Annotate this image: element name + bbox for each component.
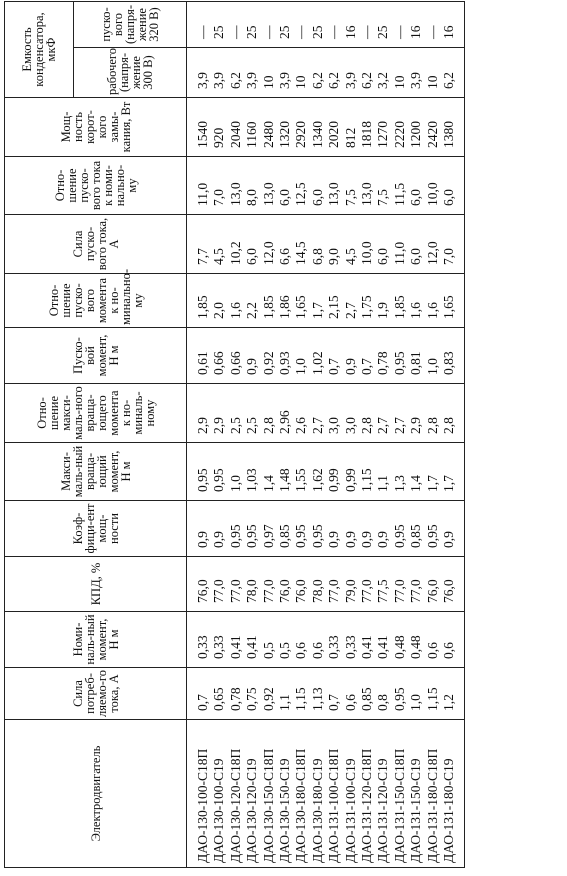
cell-current: 1,2 xyxy=(441,668,464,720)
header-starting-current: Сила пуско-вого тока, А xyxy=(5,215,187,274)
cell-efficiency: 76,0 xyxy=(277,557,293,612)
cell-starting-current: 6,8 xyxy=(310,215,326,274)
cell-starting-moment-ratio: 1,86 xyxy=(277,274,293,328)
cell-starting-current-ratio: 7,0 xyxy=(211,157,227,215)
header-starting-capacitor: пуско-вого (напря-жение 320 В) xyxy=(74,2,187,48)
cell-max-moment: 1,4 xyxy=(408,443,424,501)
cell-starting-capacitor: — xyxy=(187,2,212,48)
header-capacitor-group: Емкость конденсатора, мкФ xyxy=(5,2,74,98)
cell-short-circuit-power: 1200 xyxy=(408,98,424,157)
cell-starting-current: 4,5 xyxy=(211,215,227,274)
cell-motor: ДАО-130-120-С18П xyxy=(228,720,244,868)
table-row xyxy=(277,2,293,868)
cell-starting-current: 6,0 xyxy=(244,215,260,274)
cell-starting-current-ratio: 6,0 xyxy=(408,157,424,215)
cell-efficiency: 77,0 xyxy=(326,557,342,612)
cell-efficiency: 77,0 xyxy=(392,557,408,612)
table-row xyxy=(228,2,244,868)
cell-current: 0,85 xyxy=(359,668,375,720)
cell-working-capacitor: 6,2 xyxy=(326,48,342,98)
cell-nominal-moment: 0,41 xyxy=(228,612,244,668)
cell-max-moment-ratio: 2,7 xyxy=(310,384,326,443)
cell-starting-moment: 0,7 xyxy=(326,328,342,384)
cell-efficiency: 76,0 xyxy=(293,557,309,612)
cell-starting-moment-ratio: 1,65 xyxy=(293,274,309,328)
cell-motor: ДАО-131-120-С18П xyxy=(359,720,375,868)
cell-starting-capacitor: — xyxy=(425,2,441,48)
header-max-moment-ratio: Отно-шение макси-маль-ного враща-ющего момента к но-миналь-ному xyxy=(5,384,187,443)
cell-starting-capacitor: 25 xyxy=(211,2,227,48)
cell-max-moment-ratio: 2,8 xyxy=(261,384,277,443)
cell-short-circuit-power: 1160 xyxy=(244,98,260,157)
cell-power-factor: 0,9 xyxy=(343,501,359,557)
cell-starting-moment-ratio: 2,2 xyxy=(244,274,260,328)
cell-starting-moment-ratio: 1,85 xyxy=(261,274,277,328)
cell-short-circuit-power: 2020 xyxy=(326,98,342,157)
cell-short-circuit-power: 1340 xyxy=(310,98,326,157)
cell-starting-capacitor: — xyxy=(326,2,342,48)
cell-nominal-moment: 0,33 xyxy=(326,612,342,668)
cell-efficiency: 78,0 xyxy=(310,557,326,612)
cell-power-factor: 0,85 xyxy=(408,501,424,557)
cell-max-moment: 1,62 xyxy=(310,443,326,501)
cell-starting-capacitor: 16 xyxy=(343,2,359,48)
cell-efficiency: 78,0 xyxy=(244,557,260,612)
cell-max-moment-ratio: 2,7 xyxy=(375,384,391,443)
cell-power-factor: 0,9 xyxy=(441,501,464,557)
cell-starting-current: 11,0 xyxy=(392,215,408,274)
header-motor: Электродвигатель xyxy=(5,720,187,868)
cell-max-moment: 1,1 xyxy=(375,443,391,501)
cell-efficiency: 77,0 xyxy=(408,557,424,612)
cell-starting-moment-ratio: 2,15 xyxy=(326,274,342,328)
cell-power-factor: 0,9 xyxy=(211,501,227,557)
cell-power-factor: 0,97 xyxy=(261,501,277,557)
cell-power-factor: 0,95 xyxy=(392,501,408,557)
cell-motor: ДАО-131-180-С19 xyxy=(441,720,464,868)
cell-starting-current-ratio: 13,0 xyxy=(359,157,375,215)
cell-starting-capacitor: 25 xyxy=(277,2,293,48)
cell-motor: ДАО-131-150-С18П xyxy=(392,720,408,868)
cell-working-capacitor: 3,9 xyxy=(408,48,424,98)
cell-starting-capacitor: 25 xyxy=(244,2,260,48)
table-row xyxy=(392,2,408,868)
header-nominal-moment: Номи-наль-ный момент, Н м xyxy=(5,612,187,668)
cell-working-capacitor: 3,9 xyxy=(211,48,227,98)
cell-nominal-moment: 0,5 xyxy=(277,612,293,668)
cell-nominal-moment: 0,33 xyxy=(211,612,227,668)
cell-max-moment-ratio: 2,8 xyxy=(441,384,464,443)
table-row xyxy=(343,2,359,868)
header-power-factor: Коэф-фици-ент мощ-ности xyxy=(5,501,187,557)
cell-starting-current: 7,7 xyxy=(187,215,212,274)
cell-starting-current: 10,0 xyxy=(359,215,375,274)
cell-max-moment: 1,7 xyxy=(425,443,441,501)
cell-nominal-moment: 0,33 xyxy=(187,612,212,668)
cell-starting-moment-ratio: 1,6 xyxy=(228,274,244,328)
cell-short-circuit-power: 1320 xyxy=(277,98,293,157)
cell-working-capacitor: 3,2 xyxy=(375,48,391,98)
cell-starting-current: 9,0 xyxy=(326,215,342,274)
cell-nominal-moment: 0,48 xyxy=(392,612,408,668)
cell-starting-capacitor: — xyxy=(261,2,277,48)
cell-max-moment: 1,7 xyxy=(441,443,464,501)
cell-current: 0,7 xyxy=(326,668,342,720)
cell-working-capacitor: 10 xyxy=(425,48,441,98)
cell-current: 1,13 xyxy=(310,668,326,720)
cell-power-factor: 0,95 xyxy=(228,501,244,557)
cell-nominal-moment: 0,5 xyxy=(261,612,277,668)
cell-nominal-moment: 0,41 xyxy=(244,612,260,668)
cell-max-moment-ratio: 2,8 xyxy=(359,384,375,443)
cell-short-circuit-power: 2920 xyxy=(293,98,309,157)
cell-max-moment-ratio: 2,7 xyxy=(392,384,408,443)
header-working-capacitor: рабочего (напря-жение 300 В) xyxy=(74,48,187,98)
cell-short-circuit-power: 920 xyxy=(211,98,227,157)
cell-current: 0,92 xyxy=(261,668,277,720)
cell-motor: ДАО-130-150-С18П xyxy=(261,720,277,868)
cell-working-capacitor: 3,9 xyxy=(343,48,359,98)
cell-starting-current-ratio: 13,0 xyxy=(261,157,277,215)
cell-max-moment-ratio: 2,9 xyxy=(187,384,212,443)
cell-efficiency: 77,0 xyxy=(211,557,227,612)
cell-max-moment-ratio: 2,96 xyxy=(277,384,293,443)
cell-max-moment-ratio: 2,5 xyxy=(244,384,260,443)
cell-nominal-moment: 0,33 xyxy=(343,612,359,668)
cell-max-moment: 1,0 xyxy=(228,443,244,501)
cell-short-circuit-power: 1540 xyxy=(187,98,212,157)
cell-power-factor: 0,95 xyxy=(425,501,441,557)
cell-power-factor: 0,9 xyxy=(359,501,375,557)
cell-power-factor: 0,85 xyxy=(277,501,293,557)
cell-max-moment: 1,4 xyxy=(261,443,277,501)
cell-starting-current: 10,2 xyxy=(228,215,244,274)
cell-starting-moment-ratio: 1,75 xyxy=(359,274,375,328)
cell-short-circuit-power: 812 xyxy=(343,98,359,157)
cell-starting-capacitor: 16 xyxy=(408,2,424,48)
cell-starting-capacitor: — xyxy=(228,2,244,48)
cell-motor: ДАО-130-100-С18П xyxy=(187,720,212,868)
cell-current: 1,15 xyxy=(293,668,309,720)
table-row xyxy=(211,2,227,868)
cell-starting-capacitor: 25 xyxy=(310,2,326,48)
cell-current: 1,1 xyxy=(277,668,293,720)
cell-max-moment: 1,3 xyxy=(392,443,408,501)
cell-working-capacitor: 10 xyxy=(293,48,309,98)
cell-max-moment: 0,95 xyxy=(187,443,212,501)
cell-starting-capacitor: 16 xyxy=(441,2,464,48)
header-starting-moment-ratio: Отно-шение пуско-вого момента к но-минально-му xyxy=(5,274,187,328)
cell-starting-current: 6,6 xyxy=(277,215,293,274)
header-max-moment: Макси-маль-ный враща-ющий момент, Н м xyxy=(5,443,187,501)
cell-starting-current-ratio: 11,0 xyxy=(187,157,212,215)
table-row xyxy=(359,2,375,868)
cell-efficiency: 77,0 xyxy=(228,557,244,612)
header-short-circuit-power: Мощ-ность корот-кого замы-кания, Вт xyxy=(5,98,187,157)
cell-starting-moment-ratio: 1,65 xyxy=(441,274,464,328)
cell-working-capacitor: 6,2 xyxy=(310,48,326,98)
cell-working-capacitor: 3,9 xyxy=(187,48,212,98)
cell-nominal-moment: 0,6 xyxy=(293,612,309,668)
cell-starting-moment: 0,95 xyxy=(392,328,408,384)
cell-starting-current: 6,0 xyxy=(408,215,424,274)
cell-starting-current-ratio: 6,0 xyxy=(310,157,326,215)
cell-efficiency: 77,0 xyxy=(261,557,277,612)
cell-working-capacitor: 10 xyxy=(261,48,277,98)
cell-max-moment: 1,03 xyxy=(244,443,260,501)
cell-starting-moment-ratio: 1,7 xyxy=(310,274,326,328)
cell-efficiency: 77,0 xyxy=(359,557,375,612)
cell-current: 1,15 xyxy=(425,668,441,720)
cell-power-factor: 0,95 xyxy=(293,501,309,557)
cell-starting-current: 7,0 xyxy=(441,215,464,274)
cell-max-moment-ratio: 2,9 xyxy=(211,384,227,443)
cell-starting-moment: 0,61 xyxy=(187,328,212,384)
cell-current: 0,65 xyxy=(211,668,227,720)
cell-starting-moment: 0,9 xyxy=(343,328,359,384)
cell-starting-current-ratio: 6,0 xyxy=(441,157,464,215)
cell-max-moment: 1,48 xyxy=(277,443,293,501)
cell-max-moment: 0,99 xyxy=(343,443,359,501)
cell-efficiency: 76,0 xyxy=(441,557,464,612)
cell-power-factor: 0,9 xyxy=(326,501,342,557)
cell-short-circuit-power: 2040 xyxy=(228,98,244,157)
cell-max-moment: 1,55 xyxy=(293,443,309,501)
cell-starting-current-ratio: 13,0 xyxy=(228,157,244,215)
cell-short-circuit-power: 2220 xyxy=(392,98,408,157)
cell-motor: ДАО-131-120-С19 xyxy=(375,720,391,868)
cell-motor: ДАО-130-100-С19 xyxy=(211,720,227,868)
cell-starting-capacitor: — xyxy=(359,2,375,48)
cell-starting-current-ratio: 13,0 xyxy=(326,157,342,215)
table-row xyxy=(326,2,342,868)
header-starting-current-ratio: Отно-шение пуско-вого тока к номи-нально-му xyxy=(5,157,187,215)
cell-short-circuit-power: 1380 xyxy=(441,98,464,157)
cell-power-factor: 0,95 xyxy=(310,501,326,557)
cell-starting-moment: 0,92 xyxy=(261,328,277,384)
cell-starting-capacitor: — xyxy=(392,2,408,48)
cell-starting-moment-ratio: 2,0 xyxy=(211,274,227,328)
cell-power-factor: 0,9 xyxy=(187,501,212,557)
cell-starting-current: 12,0 xyxy=(425,215,441,274)
cell-working-capacitor: 3,9 xyxy=(277,48,293,98)
cell-starting-moment-ratio: 1,85 xyxy=(392,274,408,328)
cell-starting-moment: 0,81 xyxy=(408,328,424,384)
cell-short-circuit-power: 2420 xyxy=(425,98,441,157)
cell-max-moment-ratio: 3,0 xyxy=(326,384,342,443)
cell-starting-moment-ratio: 1,85 xyxy=(187,274,212,328)
cell-starting-current-ratio: 6,0 xyxy=(277,157,293,215)
cell-motor: ДАО-130-120-С19 xyxy=(244,720,260,868)
cell-starting-current-ratio: 7,5 xyxy=(343,157,359,215)
cell-starting-moment-ratio: 1,6 xyxy=(408,274,424,328)
cell-motor: ДАО-131-150-С19 xyxy=(408,720,424,868)
cell-working-capacitor: 6,2 xyxy=(359,48,375,98)
cell-max-moment-ratio: 3,0 xyxy=(343,384,359,443)
table-body xyxy=(187,2,465,868)
cell-efficiency: 79,0 xyxy=(343,557,359,612)
cell-starting-moment: 1,0 xyxy=(293,328,309,384)
cell-starting-current-ratio: 12,5 xyxy=(293,157,309,215)
cell-power-factor: 0,95 xyxy=(244,501,260,557)
cell-short-circuit-power: 1270 xyxy=(375,98,391,157)
cell-max-moment: 0,95 xyxy=(211,443,227,501)
cell-current: 1,0 xyxy=(408,668,424,720)
cell-nominal-moment: 0,6 xyxy=(441,612,464,668)
header-starting-moment: Пуско-вой момент, Н м xyxy=(5,328,187,384)
table-row xyxy=(293,2,309,868)
cell-working-capacitor: 10 xyxy=(392,48,408,98)
cell-starting-current: 12,0 xyxy=(261,215,277,274)
cell-max-moment-ratio: 2,9 xyxy=(408,384,424,443)
cell-motor: ДАО-130-150-С19 xyxy=(277,720,293,868)
cell-working-capacitor: 3,9 xyxy=(244,48,260,98)
cell-starting-capacitor: — xyxy=(293,2,309,48)
header-efficiency: КПД, % xyxy=(5,557,187,612)
cell-efficiency: 77,5 xyxy=(375,557,391,612)
cell-short-circuit-power: 2480 xyxy=(261,98,277,157)
cell-starting-current: 4,5 xyxy=(343,215,359,274)
cell-motor: ДАО-130-180-С19 xyxy=(310,720,326,868)
table-row xyxy=(408,2,424,868)
cell-current: 0,6 xyxy=(343,668,359,720)
cell-starting-current-ratio: 10,0 xyxy=(425,157,441,215)
cell-current: 0,78 xyxy=(228,668,244,720)
table-row xyxy=(375,2,391,868)
cell-nominal-moment: 0,48 xyxy=(408,612,424,668)
cell-starting-current-ratio: 11,5 xyxy=(392,157,408,215)
cell-power-factor: 0,9 xyxy=(375,501,391,557)
motor-spec-table xyxy=(4,1,465,868)
cell-current: 0,8 xyxy=(375,668,391,720)
cell-motor: ДАО-131-100-С19 xyxy=(343,720,359,868)
cell-starting-moment: 0,78 xyxy=(375,328,391,384)
cell-max-moment: 0,99 xyxy=(326,443,342,501)
header-current: Сила потреб-ляемо-го тока, А xyxy=(5,668,187,720)
cell-nominal-moment: 0,6 xyxy=(310,612,326,668)
cell-nominal-moment: 0,6 xyxy=(425,612,441,668)
table-row xyxy=(187,2,212,868)
cell-starting-moment: 0,66 xyxy=(228,328,244,384)
cell-efficiency: 76,0 xyxy=(187,557,212,612)
cell-starting-moment: 1,02 xyxy=(310,328,326,384)
cell-starting-moment: 0,83 xyxy=(441,328,464,384)
cell-current: 0,75 xyxy=(244,668,260,720)
cell-current: 0,95 xyxy=(392,668,408,720)
cell-starting-capacitor: 25 xyxy=(375,2,391,48)
table-row xyxy=(441,2,464,868)
table-row xyxy=(425,2,441,868)
cell-short-circuit-power: 1818 xyxy=(359,98,375,157)
cell-starting-moment-ratio: 1,6 xyxy=(425,274,441,328)
cell-max-moment-ratio: 2,5 xyxy=(228,384,244,443)
cell-working-capacitor: 6,2 xyxy=(228,48,244,98)
table-row xyxy=(244,2,260,868)
cell-max-moment-ratio: 2,8 xyxy=(425,384,441,443)
cell-starting-moment: 0,66 xyxy=(211,328,227,384)
cell-motor: ДАО-131-100-С18П xyxy=(326,720,342,868)
header-row-top xyxy=(5,2,74,868)
table-row xyxy=(261,2,277,868)
cell-max-moment-ratio: 2,6 xyxy=(293,384,309,443)
cell-motor: ДАО-130-180-С18П xyxy=(293,720,309,868)
cell-max-moment: 1,15 xyxy=(359,443,375,501)
cell-working-capacitor: 6,2 xyxy=(441,48,464,98)
table-row xyxy=(310,2,326,868)
cell-starting-moment-ratio: 1,9 xyxy=(375,274,391,328)
cell-starting-current: 14,5 xyxy=(293,215,309,274)
cell-efficiency: 76,0 xyxy=(425,557,441,612)
cell-nominal-moment: 0,41 xyxy=(359,612,375,668)
cell-starting-moment: 0,93 xyxy=(277,328,293,384)
cell-starting-moment: 0,9 xyxy=(244,328,260,384)
cell-current: 0,7 xyxy=(187,668,212,720)
cell-starting-moment-ratio: 2,7 xyxy=(343,274,359,328)
cell-starting-current-ratio: 8,0 xyxy=(244,157,260,215)
cell-starting-current-ratio: 7,5 xyxy=(375,157,391,215)
cell-starting-current: 6,0 xyxy=(375,215,391,274)
cell-starting-moment: 0,7 xyxy=(359,328,375,384)
cell-motor: ДАО-131-180-С18П xyxy=(425,720,441,868)
cell-nominal-moment: 0,41 xyxy=(375,612,391,668)
cell-starting-moment: 1,0 xyxy=(425,328,441,384)
